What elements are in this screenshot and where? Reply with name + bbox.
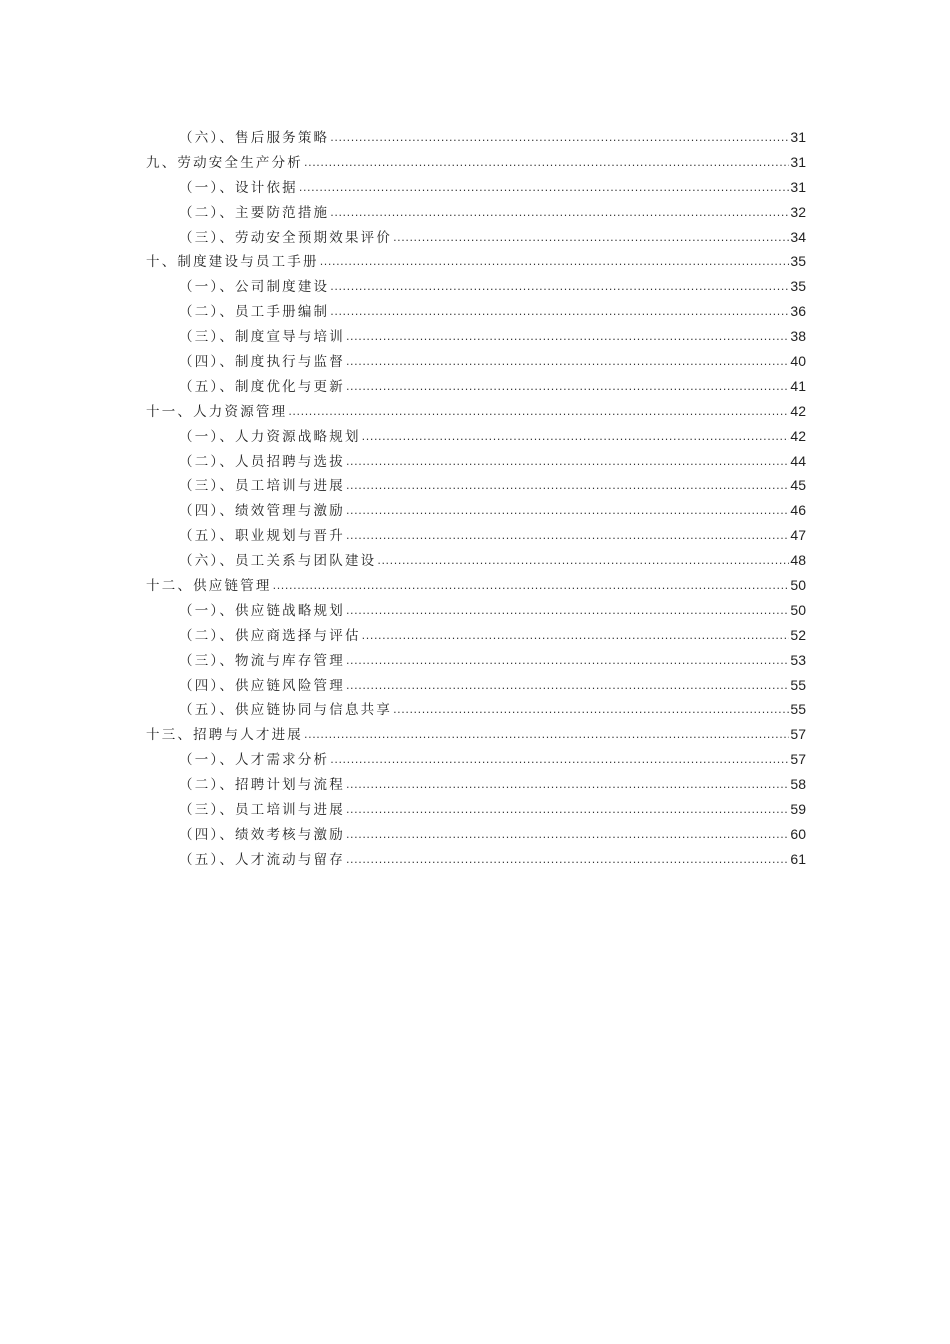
toc-section-entry[interactable] xyxy=(146,748,806,773)
toc-entry-title: （二）、招聘计划与流程 xyxy=(179,777,345,794)
toc-dot-leader xyxy=(320,253,790,269)
toc-page-number: 59 xyxy=(790,801,806,818)
toc-section-entry[interactable] xyxy=(146,325,806,350)
toc-section-entry[interactable] xyxy=(146,226,806,251)
toc-section-entry[interactable] xyxy=(146,375,806,400)
toc-section-entry[interactable] xyxy=(146,524,806,549)
toc-dot-leader xyxy=(346,851,789,867)
toc-page-number: 31 xyxy=(790,153,806,170)
toc-entry-title: （一）、人力资源战略规划 xyxy=(179,428,361,445)
toc-dot-leader xyxy=(330,129,789,145)
toc-page-number: 57 xyxy=(790,751,806,768)
toc-page-number: 47 xyxy=(790,527,806,544)
toc-dot-leader xyxy=(304,154,789,170)
toc-section-entry[interactable] xyxy=(146,300,806,325)
toc-page-number: 44 xyxy=(790,452,806,469)
toc-page-number: 55 xyxy=(790,701,806,718)
toc-dot-leader xyxy=(346,602,789,618)
toc-section-entry[interactable] xyxy=(146,275,806,300)
toc-chapter-entry[interactable] xyxy=(146,723,806,748)
toc-dot-leader xyxy=(330,751,789,767)
toc-dot-leader xyxy=(346,826,789,842)
toc-entry-title: （一）、供应链战略规划 xyxy=(179,602,345,619)
toc-entry-title: （一）、公司制度建设 xyxy=(179,279,330,296)
toc-section-entry[interactable] xyxy=(146,450,806,475)
toc-entry-title: （四）、绩效管理与激励 xyxy=(179,503,345,520)
toc-entry-title: （四）、绩效考核与激励 xyxy=(179,826,345,843)
toc-chapter-entry[interactable] xyxy=(146,151,806,176)
toc-section-entry[interactable] xyxy=(146,649,806,674)
toc-page-number: 32 xyxy=(790,203,806,220)
toc-dot-leader xyxy=(346,353,789,369)
toc-dot-leader xyxy=(346,652,789,668)
toc-section-entry[interactable] xyxy=(146,549,806,574)
toc-dot-leader xyxy=(330,204,789,220)
toc-page-number: 46 xyxy=(790,502,806,519)
toc-section-entry[interactable] xyxy=(146,773,806,798)
toc-entry-title: （三）、员工培训与进展 xyxy=(179,802,345,819)
toc-section-entry[interactable] xyxy=(146,798,806,823)
toc-dot-leader xyxy=(346,776,789,792)
toc-dot-leader xyxy=(346,477,789,493)
toc-page-number: 61 xyxy=(790,850,806,867)
toc-dot-leader xyxy=(346,453,789,469)
toc-section-entry[interactable] xyxy=(146,848,806,873)
toc-entry-title: 十一、人力资源管理 xyxy=(146,403,288,420)
toc-dot-leader xyxy=(288,403,789,419)
toc-entry-title: （五）、供应链协同与信息共享 xyxy=(179,702,393,719)
toc-section-entry[interactable] xyxy=(146,698,806,723)
toc-entry-title: （六）、员工关系与团队建设 xyxy=(179,553,377,570)
toc-page-number: 53 xyxy=(790,651,806,668)
toc-page-number: 41 xyxy=(790,377,806,394)
toc-page-number: 42 xyxy=(790,402,806,419)
toc-dot-leader xyxy=(346,378,789,394)
toc-dot-leader xyxy=(304,726,789,742)
toc-entry-title: （六）、售后服务策略 xyxy=(179,130,330,146)
toc-entry-title: （五）、职业规划与晋升 xyxy=(179,528,345,545)
toc-entry-title: 十、制度建设与员工手册 xyxy=(146,254,319,271)
toc-chapter-entry[interactable] xyxy=(146,574,806,599)
toc-entry-title: （五）、制度优化与更新 xyxy=(179,378,345,395)
toc-dot-leader xyxy=(362,627,790,643)
toc-section-entry[interactable] xyxy=(146,599,806,624)
toc-page-number: 42 xyxy=(790,427,806,444)
toc-entry-title: （二）、人员招聘与选拔 xyxy=(179,453,345,470)
toc-entry-title: （一）、设计依据 xyxy=(179,179,298,196)
toc-dot-leader xyxy=(393,229,789,245)
toc-dot-leader xyxy=(330,278,789,294)
toc-entry-title: （四）、制度执行与监督 xyxy=(179,354,345,371)
toc-entry-title: （二）、主要防范措施 xyxy=(179,204,330,221)
table-of-contents xyxy=(146,126,806,873)
toc-entry-title: 十二、供应链管理 xyxy=(146,578,272,595)
toc-page-number: 38 xyxy=(790,328,806,345)
toc-page-number: 45 xyxy=(790,477,806,494)
toc-entry-title: （二）、供应商选择与评估 xyxy=(179,627,361,644)
toc-page-number: 50 xyxy=(790,577,806,594)
toc-dot-leader xyxy=(393,701,789,717)
toc-page-number: 60 xyxy=(790,825,806,842)
toc-section-entry[interactable] xyxy=(146,474,806,499)
toc-dot-leader xyxy=(273,577,790,593)
toc-section-entry[interactable] xyxy=(146,350,806,375)
toc-chapter-entry[interactable] xyxy=(146,400,806,425)
toc-page-number: 58 xyxy=(790,776,806,793)
toc-section-entry[interactable] xyxy=(146,624,806,649)
toc-section-entry[interactable] xyxy=(146,499,806,524)
toc-chapter-entry[interactable] xyxy=(146,250,806,275)
toc-section-entry[interactable] xyxy=(146,176,806,201)
toc-entry-title: （三）、物流与库存管理 xyxy=(179,652,345,669)
toc-page-number: 31 xyxy=(790,129,806,145)
toc-page-number: 40 xyxy=(790,353,806,370)
toc-dot-leader xyxy=(346,677,789,693)
toc-section-entry[interactable] xyxy=(146,201,806,226)
toc-dot-leader xyxy=(346,527,789,543)
toc-section-entry[interactable] xyxy=(146,823,806,848)
toc-page-number: 35 xyxy=(790,253,806,270)
toc-page-number: 55 xyxy=(790,676,806,693)
toc-entry-title: （四）、供应链风险管理 xyxy=(179,677,345,694)
toc-dot-leader xyxy=(346,502,789,518)
toc-dot-leader xyxy=(299,179,790,195)
toc-entry-title: （二）、员工手册编制 xyxy=(179,304,330,321)
toc-page-number: 50 xyxy=(790,601,806,618)
toc-page-number: 57 xyxy=(790,726,806,743)
toc-dot-leader xyxy=(346,328,789,344)
toc-section-entry[interactable] xyxy=(146,425,806,450)
toc-entry-title: （三）、制度宣导与培训 xyxy=(179,329,345,346)
toc-dot-leader xyxy=(330,303,789,319)
toc-page-number: 34 xyxy=(790,228,806,245)
toc-page-number: 52 xyxy=(790,626,806,643)
toc-entry-title: （五）、人才流动与留存 xyxy=(179,851,345,868)
toc-entry-title: （三）、员工培训与进展 xyxy=(179,478,345,495)
toc-page-number: 35 xyxy=(790,278,806,295)
toc-entry-title: （三）、劳动安全预期效果评价 xyxy=(179,229,393,246)
toc-entry-title: 九、劳动安全生产分析 xyxy=(146,154,303,171)
toc-page-number: 36 xyxy=(790,303,806,320)
toc-dot-leader xyxy=(362,428,790,444)
toc-page-number: 48 xyxy=(790,552,806,569)
toc-entry-title: 十三、招聘与人才进展 xyxy=(146,727,303,744)
toc-section-entry[interactable] xyxy=(146,126,806,151)
toc-section-entry[interactable] xyxy=(146,674,806,699)
toc-page-number: 31 xyxy=(790,178,806,195)
toc-dot-leader xyxy=(377,552,789,568)
toc-dot-leader xyxy=(346,801,789,817)
toc-entry-title: （一）、人才需求分析 xyxy=(179,752,330,769)
